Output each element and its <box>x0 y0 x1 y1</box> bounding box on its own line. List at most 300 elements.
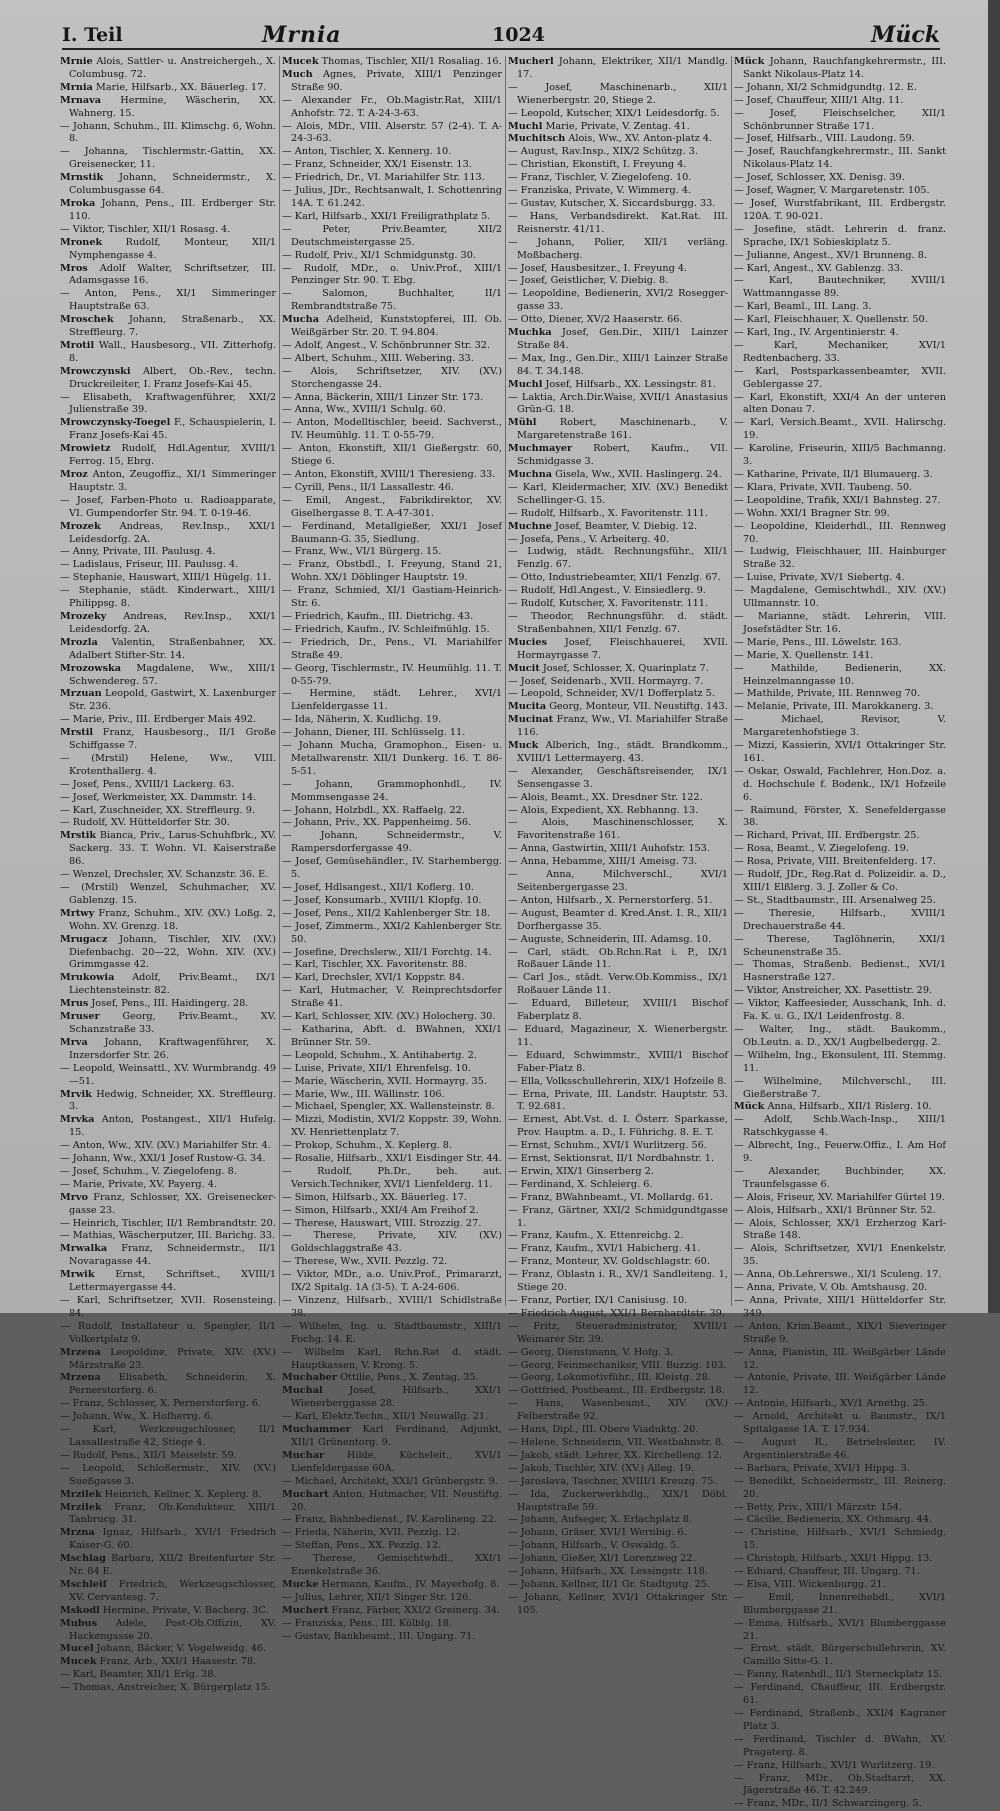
directory-entry: Mrozowska Magdalene, Ww., XIII/1 Schwendereg. 57. <box>60 662 276 687</box>
directory-entry: — Josef, Zimmerm., XXI/2 Kahlenberger Str. 50. <box>282 920 502 945</box>
directory-entry: Mruser Georg, Priv.Beamt., XV. Schanzstraße 33. <box>60 1011 276 1035</box>
directory-entry: Mrzuan Leopold, Gastwirt, X. Laxenburger Str. 236. <box>60 688 276 713</box>
directory-entry: — Rosa, Private, VIII. Breitenfelderg. 17. <box>734 856 936 868</box>
directory-entry: — Johann, XI/2 Schmidgundtg. 12. E. <box>734 81 917 93</box>
directory-entry: — (Mrstil) Helene, Ww., VIII. Krotenthallerg. 4. <box>60 752 276 777</box>
directory-entry: — Luise, Private, XII/1 Ehrenfelsg. 10. <box>282 1062 471 1074</box>
directory-entry: Muchart Anton, Hutmacher, VII. Neustiftg. 20. <box>282 1488 502 1513</box>
directory-entry: — Arnold, Architekt u. Baumstr., IX/1 Spitalgasse 1A. T. 17.934. <box>734 1411 946 1436</box>
directory-entry: — Josef, Hausbesitzer., I. Freyung 4. <box>508 262 688 274</box>
directory-entry: — Johann, Ww., XXI/1 Josef Rustow-G. 34. <box>60 1153 266 1165</box>
directory-entry: — Erwin, XIX/1 Ginserberg 2. <box>508 1165 654 1177</box>
directory-entry: — Johann, Grammophonhdl., IV. Mommsengasse 24. <box>282 778 502 803</box>
directory-entry: — Therese, Private, XIV. (XV.) Goldschlaggstraße 43. <box>282 1230 502 1255</box>
directory-entry: — Oskar, Oswald, Fachlehrer, Hon.Doz. a. d. Hochschule f. Bodenk., IX/1 Hofzeile 6. <box>734 765 946 803</box>
directory-entry: — Leopold, Schloßermstr., XIV. (XV.) Sueßgasse 3. <box>60 1462 276 1487</box>
directory-entry: Mühl Robert, Maschinenarb., V. Margaretenstraße 161. <box>508 417 728 442</box>
directory-entry: — Karl, Postsparkassenbeamter, XVII. Geblergasse 27. <box>734 365 946 390</box>
directory-entry: — Ferdinand, Tischler d. BWahn, XV. Pragaterg. 8. <box>734 1733 946 1758</box>
directory-entry: Muchar Hilde, Kücheleit., XVI/1 Lienfeldergasse 60A. <box>282 1449 502 1474</box>
directory-entry: — Fritz, Steueradministrator, XVIII/1 Weimarer Str. 39. <box>508 1320 728 1345</box>
directory-entry: — Wilhelmine, Milchverschl., III. Gießerstraße 7. <box>734 1075 946 1100</box>
directory-entry: — Ladislaus, Friseur, III. Paulusg. 4. <box>60 559 239 571</box>
directory-entry: Mucek Franz, Arb., XXI/1 Haasestr. 78. <box>60 1656 257 1668</box>
directory-entry: — Josef, Hilfsarb., VIII. Laudong. 59. <box>734 133 915 145</box>
directory-entry: — Ferdinand, Chauffeur, III. Erdbergstr. 61. <box>734 1682 946 1707</box>
directory-entry: — Eduard, Magazineur, X. Wienerbergstr. 11. <box>508 1023 728 1048</box>
directory-entry: — Johann, Kellner, II/1 Gr. Stadtgutg. 25. <box>508 1578 710 1590</box>
directory-entry: — Adolf, Schb.Wach-Insp., XIII/1 Ratschkygasse 4. <box>734 1114 946 1139</box>
directory-entry: — August, Rav.Insp., XIX/2 Schützg. 3. <box>508 146 698 158</box>
directory-entry: — Franz, Schlosser, X. Pernerstorferg. 6. <box>60 1398 262 1410</box>
directory-entry: — Hans, Verbandsdirekt. Kat.Rat. III. Reisnerstr. 41/11. <box>508 210 728 235</box>
directory-entry: — Mizzi, Kassierin, XVI/1 Ottakringer Str. 161. <box>734 740 946 764</box>
directory-entry: — Fanny, Ratenhdl., II/1 Sterneckplatz 15. <box>734 1669 943 1681</box>
directory-entry: — Josefa, Pens., V. Arbeiterg. 40. <box>508 533 670 545</box>
directory-entry: Mronek Rudolf, Monteur, XII/1 Nymphengasse 4. <box>60 236 276 261</box>
directory-entry: — Gustav, Kutscher, X. Siccardsburgg. 33. <box>508 197 716 209</box>
directory-entry: — Johann, Priv., XX. Pappenheimg. 56. <box>282 817 472 829</box>
directory-entry: — Betty, Priv., XIII/1 Märzstr. 154. <box>734 1501 903 1513</box>
directory-entry: — Mathias, Wäscherputzer, III. Barichg. 33. <box>60 1230 276 1242</box>
directory-entry: — Salomon, Buchhalter, II/1 Rembrandtstraße 75. <box>282 288 502 313</box>
directory-entry: — Emma, Hilfsarb., XVI/1 Blumberggasse 21. <box>734 1617 946 1642</box>
directory-entry: Muchka Josef, Gen.Dir., XIII/1 Lainzer Straße 84. <box>508 327 728 351</box>
directory-entry: — Georg, Dienstmann, V. Hofg. 3. <box>508 1346 674 1358</box>
directory-entry: — Benedikt, Schneidermstr., III. Reinerg. 20. <box>734 1475 946 1500</box>
directory-entry: Mucit Josef, Schlosser, X. Quarinplatz 7. <box>508 662 709 674</box>
directory-entry: — Michael, Spengler, XX. Wallensteinstr. 8. <box>282 1101 495 1113</box>
directory-entry: — Therese, Gemischtwhdl., XXI/1 Enenkelstraße 36. <box>282 1553 502 1578</box>
directory-entry: — Josef, Schlosser, XX. Denisg. 39. <box>734 172 905 184</box>
directory-entry: Mrozla Valentin, Straßenbahner, XX. Adalbert Stifter-Str. 14. <box>60 636 276 661</box>
directory-entry: — Ernst, Sektionsrat, II/1 Nordbahnstr. 1. <box>508 1153 715 1165</box>
directory-entry: — Franz, Schneider, XX/1 Eisenstr. 13. <box>282 159 472 171</box>
directory-entry: — Laktia, Arch.Dir.Waise, XVII/1 Anastasius Grün-G. 18. <box>508 391 728 416</box>
directory-entry: — Franz, Gärtner, XXI/2 Schmidgundtgasse 1. <box>508 1204 728 1229</box>
directory-entry: — Karl, Elektr.Techn., XII/1 Neuwallg. 21. <box>282 1411 489 1423</box>
directory-entry: — Jakob, Tischler, XIV. (XV.) Alleg. 19. <box>508 1462 695 1474</box>
directory-entry: Mrugacz Johann, Tischler, XIV. (XV.) Diefenbachg. 20—22, Wohn. XIV. (XV.) Grimmgasse 42. <box>60 933 276 971</box>
directory-entry: — Gustav, Bankbeamt., III. Ungarg. 71. <box>282 1630 476 1642</box>
directory-entry: Mrstil Franz, Hausbesorg., II/1 Große Schiffgasse 7. <box>60 727 276 752</box>
page-header <box>62 20 940 48</box>
directory-entry: — (Mrstil) Wenzel, Schuhmacher, XV. Gablenzg. 15. <box>60 882 276 906</box>
directory-entry: — Cyrill, Pens., II/1 Lassallestr. 46. <box>282 481 455 493</box>
directory-entry: — Alois, Schlosser, XX/1 Erzherzog Karl-Straße 148. <box>734 1217 946 1242</box>
directory-entry: — Stephanie, städt. Kinderwart., XIII/1 Philippsg. 8. <box>60 585 276 610</box>
directory-entry: — Karoline, Friseurin, XIII/5 Bachmanng. 3. <box>734 443 946 468</box>
directory-entry: — Josefine, Drechslerw., XII/1 Forchtg. 14. <box>282 946 492 958</box>
column-divider <box>731 56 732 1306</box>
directory-entry: — Emil, Innenreihebdl., XVI/1 Blumberggasse 21. <box>734 1591 946 1616</box>
directory-entry: — Rudolf, Hilfsarb., X. Favoritenstr. 111. <box>508 507 708 519</box>
directory-entry: — Josef, Wagner, V. Margaretenstr. 105. <box>734 185 930 197</box>
directory-entry: — Franz, Oblastn i. R., XV/1 Sandleiteng. 1, Stiege 20. <box>508 1269 728 1294</box>
directory-entry: — Karl, Zuschneider, XX. Streffleurg. 9. <box>60 804 256 816</box>
directory-entry: Mück Anna, Hilfsarb., XII/1 Rislerg. 10. <box>734 1101 932 1113</box>
directory-entry: Mucinat Franz, Ww., VI. Mariahilfer Straße 116. <box>508 714 728 739</box>
directory-entry: — Franz, MDr., II/1 Schwarzingerg. 5. <box>734 1798 922 1810</box>
directory-entry: Mrtwy Franz, Schuhm., XIV. (XV.) Loßg. 2, Wohn. XV. Grenzg. 18. <box>60 907 276 932</box>
directory-entry: — Jaroslava, Taschner, XVIII/1 Kreuzg. 75. <box>508 1475 717 1487</box>
directory-entry: — Marie, X. Quellenstr. 141. <box>734 649 874 661</box>
directory-entry: — Ella, Volksschullehrerin, XIX/1 Hofzeile 8. <box>508 1075 727 1087</box>
directory-entry: — Mizzi, Modistin, XVI/2 Koppstr. 39, Wohn. XV. Henriettenplatz 7. <box>282 1114 502 1139</box>
directory-entry: Muchammer Karl Ferdinand, Adjunkt, XII/1 Grünentorg. 9. <box>282 1424 502 1448</box>
directory-entry: Mroschek Johann, Straßenarb., XX. Streffleurg. 7. <box>60 314 276 339</box>
directory-entry: — Magdalene, Gemischtwhdl., XIV. (XV.) Ullmannstr. 10. <box>734 585 946 610</box>
directory-entry: — Klara, Private, XVII. Taubeng. 50. <box>734 481 913 493</box>
directory-entry: — Karl, Hilfsarb., XXI/1 Freiligrathplatz 5. <box>282 210 491 222</box>
directory-entry: — Franz, Obstbdl., I. Freyung, Stand 21, Wohn. XX/1 Döblinger Hauptstr. 19. <box>282 559 502 584</box>
directory-entry: — Walter, Ing., städt. Baukomm., Ob.Leutn. a. D., XX/1 Augbelbedergg. 2. <box>734 1023 946 1048</box>
directory-entry: Mrnia Marie, Hilfsarb., XX. Bäuerleg. 17. <box>60 81 267 93</box>
directory-entry: — Elsa, VIII. Wickenburgg. 21. <box>734 1578 886 1590</box>
directory-entry: — Thomas, Straßenb. Bedienst., XVI/1 Hasnerstraße 127. <box>734 959 946 984</box>
directory-entry: — Marianne, städt. Lehrerin, VIII. Josefstädter Str. 16. <box>734 610 946 635</box>
directory-entry: Mrvka Anton, Postangest., XII/1 Hufelg. 15. <box>60 1114 276 1139</box>
directory-entry: — Alois, Beamt., XX. Dresdner Str. 122. <box>508 791 703 803</box>
directory-entry: — Karl, Beamter, XII/1 Erlg. 38. <box>60 1669 217 1681</box>
directory-entry: Mrzilek Franz, Ob.Kondukteur, XIII/1 Tanbrucg. 31. <box>60 1501 276 1526</box>
directory-entry: — Rudolf, Ph.Dr., beh. aut. Versich.Techniker, XVI/1 Lienfelderg. 11. <box>282 1165 502 1190</box>
directory-entry: — Mathilde, Bedienerin, XX. Heinzelmanngasse 10. <box>734 662 946 687</box>
directory-entry: — Alois, Friseur, XV. Mariahilfer Gürtel 19. <box>734 1191 945 1203</box>
directory-entry: — Frieda, Näherin, XVII. Pezzlg. 12. <box>282 1527 461 1539</box>
directory-entry: Mucke Hermann, Kaufm., IV. Mayerhofg. 8. <box>282 1578 500 1590</box>
directory-entry: — Alexander, Buchbinder, XX. Traunfelsgasse 6. <box>734 1165 946 1190</box>
directory-entry: — Therese, Taglöhnerin, XXI/1 Scheunenstraße 35. <box>734 933 946 958</box>
directory-entry: — Josef, Geistlicher, V. Diebig. 8. <box>508 275 669 287</box>
directory-entry: — Georg, Tischlermstr., IV. Heumühlg. 11. T. 0-55-79. <box>282 662 502 687</box>
directory-entry: — Franz, Schmied, XI/1 Gastiam-Heinrich-Str. 6. <box>282 585 502 610</box>
directory-entry: — Johann Mucha, Gramophon., Eisen- u. Metallwarenstr. XII/1 Dunkerg. 16. T. 86-5-51. <box>282 740 502 777</box>
directory-entry: — Anna, Gastwirtin, XIII/1 Auhofstr. 153. <box>508 843 710 855</box>
directory-entry: — Leopold, Schuhm., X. Antihabertg. 2. <box>282 1049 477 1061</box>
directory-entry: Mrzena Elisabeth, Schneiderin, X. Pernerstorferg. 6. <box>60 1372 276 1397</box>
directory-entry: — Alois, Expedient, XX. Rebhanng. 13. <box>508 804 699 816</box>
directory-entry: — Christian, Ekonstift, I. Freyung 4. <box>508 159 687 171</box>
directory-entry: — Marie, Wäscherin, XVII. Hormayrg. 35. <box>282 1075 487 1087</box>
directory-entry: — Leopoldine, Kleiderhdl., III. Rennweg 70. <box>734 520 946 545</box>
directory-entry: — Michael, Revisor, V. Margaretenhofstiege 3. <box>734 714 946 739</box>
directory-entry: — Johann, Gräser, XVI/1 Wernbig. 6. <box>508 1527 687 1539</box>
directory-entry: — Emil, Angest., Fabrikdirektor, XV. Giselhergasse 8. T. A-47-301. <box>282 494 502 519</box>
directory-entry: Mrukowia Adolf, Priv.Beamt., IX/1 Liechtensteinstr. 82. <box>60 972 276 997</box>
directory-entry: Mrzna Ignaz, Hilfsarb., XVI/1 Friedrich Kaiser-G. 60. <box>60 1527 276 1552</box>
directory-entry: — Wilhelm Karl, Rchn.Rat d. städt. Hauptkassen, V. Krong. 5. <box>282 1346 502 1371</box>
directory-entry: — Anton, Ekonstift, XVIII/1 Theresieng. 33. <box>282 469 496 480</box>
directory-entry: — Karl, Schlosser, XIV. (XV.) Holocherg. 30. <box>282 1011 496 1023</box>
directory-entry: — Franz, Tischler, V. Ziegelofeng. 10. <box>508 172 692 184</box>
directory-entry: Mucita Georg, Monteur, VII. Neustiftg. 143. <box>508 701 728 713</box>
directory-entry: Mrus Josef, Pens., III. Haidingerg. 28. <box>60 998 249 1010</box>
directory-entry: Mrowietz Rudolf, Hdl.Agentur, XVIII/1 Ferrog. 15, Ebrg. <box>60 443 276 468</box>
directory-entry: — Rudolf, XV. Hütteldorfer Str. 30. <box>60 817 230 829</box>
directory-entry: — Friedrich, Kaufm., IV. Schleifmühlg. 15. <box>282 623 490 635</box>
directory-entry: — Karl, Angest., XV. Gablenzg. 33. <box>734 262 903 274</box>
directory-entry: — Viktor, MDr., a.o. Univ.Prof., Primararzt, IX/2 Spitalg. 1A (3-5). T. A-24-606. <box>282 1269 502 1294</box>
directory-entry: — Eduard, Chauffeur, III. Ungarg. 71. <box>734 1566 920 1578</box>
directory-entry: Mschlag Barbara, XII/2 Breitenfurter Str. Nr. 84 E. <box>60 1553 276 1578</box>
directory-entry: — Ernst, städt. Bürgerschullehrerin, XV. Camillo Sitte-G. 1. <box>734 1643 946 1668</box>
directory-entry: Mück Johann, Rauchfangkehrermstr., III. Sankt Nikolaus-Platz 14. <box>734 56 946 80</box>
directory-entry: — Ida, Zuckerwerkhdlg., XIX/1 Döbl. Hauptstraße 59. <box>508 1488 728 1513</box>
directory-entry: Muchal Josef, Hilfsarb., XXI/1 Wienerberggasse 28. <box>282 1385 502 1410</box>
directory-entry: — Jakob, städt. Lehrer, XX. Kirchelleng. 12. <box>508 1449 723 1461</box>
directory-entry: Muchne Josef, Beamter, V. Diebig. 12. <box>508 520 698 532</box>
directory-entry: — Barbara, Private, XVI/1 Hippg. 3. <box>734 1462 910 1474</box>
directory-entry: — Anton, Hilfsarb., X. Pernerstorferg. 51. <box>508 894 713 906</box>
directory-entry: — Wohn. XXI/1 Bragner Str. 99. <box>734 507 890 519</box>
directory-entry: — Josef, Fleischselcher, XII/1 Schönbrunner Straße 171. <box>734 107 946 132</box>
directory-entry: — Josef, Konsumarb., XVIII/1 Klopfg. 10. <box>282 894 482 906</box>
directory-entry: Mroka Johann, Pens., III. Erdberger Str. 110. <box>60 197 276 222</box>
column-divider <box>505 56 506 1306</box>
directory-entry: — Michael, Architekt, XXI/1 Grünbergstr. 9. <box>282 1475 498 1487</box>
directory-entry: Mrwalka Franz, Schneidermstr., II/1 Novaragasse 44. <box>60 1243 276 1268</box>
directory-entry: Mrnava Hermine, Wäscherin, XX. Wahnerg. 15. <box>60 94 276 119</box>
directory-entry: Muchl Marie, Private, V. Zentag. 41. <box>508 120 690 132</box>
directory-entry: — Karl, Fleischhauer, X. Quellenstr. 50. <box>734 314 928 326</box>
directory-entry: — Josef, Chauffeur, XIII/1 Altg. 11. <box>734 94 904 106</box>
directory-entry: — Anna, Pianistin, III. Weißgärber Lände 12. <box>734 1346 946 1371</box>
directory-entry: — Wenzel, Drechsler, XV. Schanzstr. 36. E. <box>60 869 269 881</box>
directory-entry: — Viktor, Tischler, XII/1 Rosasg. 4. <box>60 223 231 235</box>
page-edge <box>988 0 1000 1313</box>
column-divider <box>279 56 280 1306</box>
directory-entry: — Hans, Wasenbeamt., XIV. (XV.) Felberstraße 92. <box>508 1398 728 1423</box>
directory-entry: — Melanie, Private, III. Marokkanerg. 3. <box>734 701 934 713</box>
directory-entry: — Antonie, Hilfsarb., XV/1 Arnethg. 25. <box>734 1398 928 1410</box>
column-4 <box>734 56 946 1810</box>
directory-entry: — Adolf, Angest., V. Schönbrunner Str. 32. <box>282 339 491 351</box>
directory-entry: — Johann, Hilfsarb., V. Oswaldg. 5. <box>508 1540 680 1552</box>
directory-entry: Muchl Josef, Hilfsarb., XX. Lessingstr. 81. <box>508 378 716 390</box>
directory-entry: Mrva Johann, Kraftwagenführer, X. Inzersdorfer Str. 26. <box>60 1036 276 1061</box>
directory-entry: — Cäcilie, Bedienerin, XX. Othmarg. 44. <box>734 1514 932 1526</box>
directory-entry: — Alois, Schriftsetzer, XVI/1 Enenkelstr. 35. <box>734 1243 946 1268</box>
directory-entry: — Katharina, Abft. d. BWahnen, XXI/1 Brünner Str. 59. <box>282 1023 502 1048</box>
directory-entry: Mskodl Hermine, Private, V. Bacherg. 3C. <box>60 1604 269 1616</box>
directory-entry: — Marie, Priv., III. Erdberger Mais 492. <box>60 714 257 726</box>
directory-entry: — Raimund, Förster, X. Senefeldergasse 38. <box>734 804 946 829</box>
directory-entry: — Theodor, Rechnungsführ. d. städt. Straßenbahnen, XII/1 Fenzlg. 67. <box>508 610 728 635</box>
directory-entry: — Anton, Modelltischler, beeid. Sachverst., IV. Heumühlg. 11. T. 0-55-79. <box>282 417 502 442</box>
directory-entry: — Josef, Werkmeister, XX. Dammstr. 14. <box>60 791 257 803</box>
directory-entry: — Carl, städt. Ob.Rchn.Rat i. P., IX/1 Roßauer Lände 11. <box>508 946 728 971</box>
directory-entry: — Alexander, Geschäftsreisender, IX/1 Sensengasse 3. <box>508 765 728 790</box>
directory-entry: Mrowczynsky-Toegel F., Schauspielerin, I. Franz Josefs-Kai 45. <box>60 417 276 442</box>
directory-entry: — Anton, Ekonstift, XII/1 Gießergstr. 60, Stiege 6. <box>282 443 502 468</box>
directory-entry: Muchmayer Robert, Kaufm., VII. Schmidgasse 3. <box>508 443 728 468</box>
directory-entry: Muchna Gisela, Ww., XVII. Haslingerg. 24. <box>508 469 722 480</box>
directory-entry: — Franz, MDr., Ob.Stadtarzt, XX. Jägerstraße 46. T. 42.249. <box>734 1772 946 1797</box>
directory-entry: — Alexander Fr., Ob.Magistr.Rat, XIII/1 Anhofstr. 72. T. A-24-3-63. <box>282 94 502 119</box>
directory-entry: — St., Stadtbaumstr., III. Arsenalweg 25. <box>734 894 936 906</box>
directory-entry: — Josef, Rauchfangkehrermstr., III. Sankt Nikolaus-Platz 14. <box>734 146 946 171</box>
column-2 <box>282 56 502 1642</box>
directory-entry: — Josef, Wurstfabrikant, III. Erdbergstr. 120A. T. 90-021. <box>734 197 946 222</box>
directory-entry: — Karl, Mechaniker, XVI/1 Redtenbacherg. 33. <box>734 339 946 364</box>
directory-entry: — Ernest, Abt.Vst. d. I. Österr. Sparkasse, Prov. Hauptm. a. D., I. Führichg. 8. E. T. <box>508 1114 728 1139</box>
directory-entry: — Josef, Schuhm., V. Ziegelofeng. 8. <box>60 1165 237 1177</box>
directory-entry: — Josef, Pens., XVIII/1 Lackerg. 63. <box>60 778 235 790</box>
directory-entry: Mrnie Alois, Sattler- u. Anstreichergeh., X. Columbusg. 72. <box>60 56 276 80</box>
directory-entry: — Josef, Maschinenarb., XII/1 Wienerbergstr. 20, Stiege 2. <box>508 81 728 106</box>
directory-entry: — Elisabeth, Kraftwagenführer, XXI/2 Julienstraße 39. <box>60 391 276 416</box>
directory-entry: — Franz, BWahnbeamt., VI. Mollardg. 61. <box>508 1191 714 1203</box>
directory-entry: — Therese, Ww., XVII. Pezzlg. 72. <box>282 1256 448 1268</box>
directory-entry: — Alois, Hilfsarb., XXI/1 Brünner Str. 52. <box>734 1204 936 1216</box>
directory-entry: — Karl, Tischler, XX. Favoritenstr. 88. <box>282 959 468 971</box>
directory-entry: Mrvo Franz, Schlosser, XX. Greisenecker-gasse 23. <box>60 1191 276 1216</box>
directory-entry: — Franz, Ww., VI/1 Bürgerg. 15. <box>282 546 442 558</box>
directory-entry: — Theresie, Hilfsarb., XVIII/1 Drechauerstraße 44. <box>734 907 946 932</box>
directory-entry: — Antonie, Private, III. Weißgärber Lände 12. <box>734 1372 946 1397</box>
directory-entry: — Rudolf, Installateur u. Spengler, II/1 Volkertplatz 9. <box>60 1320 276 1345</box>
directory-entry: — Anna, Ww., XVIII/1 Schulg. 60. <box>282 404 446 416</box>
directory-entry: — Josef, Farben-Photo u. Radioapparate, VI. Gumpendorfer Str. 94. T. 0-19-46. <box>60 494 276 519</box>
directory-entry: — Friedrich August, XXI/1 Bernhardtstr. 39. <box>508 1307 725 1319</box>
directory-entry: Mrozek Andreas, Rev.Insp., XXI/1 Leidesdorfg. 2A. <box>60 520 276 545</box>
directory-entry: — Leopoldine, Trafik, XXI/1 Bahnsteg. 27. <box>734 494 941 506</box>
directory-entry: — Johann, Gießer, XI/1 Lorenzweg 22. <box>508 1553 696 1565</box>
directory-entry: — Viktor, Kaffeesieder, Ausschank, Inh. d. Fa. K. u. G., IX/1 Leidenfrostg. 8. <box>734 998 946 1023</box>
directory-entry: Mrzilek Heinrich, Kellner, X. Keplerg. 8. <box>60 1488 262 1500</box>
directory-entry: — Rudolf, Hdl.Angest., V. Einsiedlerg. 9. <box>508 585 706 597</box>
directory-entry: — Ferdinand, Metallgießer, XXI/1 Josef Baumann-G. 35, Siedlung. <box>282 520 502 545</box>
directory-entry: — Auguste, Schneiderin, III. Adamsg. 10. <box>508 933 712 945</box>
directory-entry: Mucha Adelheid, Kunststopferei, III. Ob. Weißgärber Str. 20. T. 94.804. <box>282 314 502 339</box>
page-number: 1024 <box>492 24 545 46</box>
directory-entry: — Leopold, Schneider, XV/1 Dofferplatz 5. <box>508 688 715 700</box>
directory-entry: Muchert Franz, Färber, XXI/2 Greinerg. 34. <box>282 1604 500 1616</box>
directory-entry: — Richard, Privat, III. Erdbergstr. 25. <box>734 830 920 842</box>
directory-entry: — Johann, Diener, III. Schlüsselg. 11. <box>282 727 466 739</box>
directory-entry: — Karl, Hutmacher, V. Reinprechtsdorfer Straße 41. <box>282 985 502 1010</box>
directory-entry: Mros Adolf Walter, Schriftsetzer, III. Adamsgasse 16. <box>60 262 276 287</box>
directory-entry: Muchaber Ottilie, Pens., X. Zentag. 35. <box>282 1372 479 1384</box>
directory-entry: — Otto, Industriebeamter, XII/1 Fenzlg. 67. <box>508 572 721 584</box>
directory-entry: — Franz, Kaufm., X. Ettenreichg. 2. <box>508 1230 684 1242</box>
directory-entry: — Christine, Hilfsarb., XVI/1 Schmiedg. 15. <box>734 1527 946 1552</box>
directory-entry: Mschleif Friedrich, Werkzeugschlosser, XV. Cervantesg. 7. <box>60 1578 276 1603</box>
directory-entry: — Anna, Milchverschl., XVI/1 Seitenbergergasse 23. <box>508 869 728 893</box>
directory-entry: Mrnstik Johann, Schneidermstr., X. Columbusgasse 64. <box>60 172 276 197</box>
directory-entry: — Steffan, Pens., XX. Pezzlg. 12. <box>282 1540 442 1552</box>
directory-entry: — Gottfried, Postbeamt., III. Erdbergstr. 18. <box>508 1385 725 1397</box>
directory-entry: — Rosalie, Hilfsarb., XXI/1 Eisdinger Str. 44. <box>282 1153 502 1165</box>
directory-entry: — Leopold, Kutscher, XIX/1 Leidesdorfg. 5. <box>508 107 720 119</box>
directory-entry: — Julius, Lehrer, XII/1 Singer Str. 126. <box>282 1591 472 1603</box>
directory-entry: — Erna, Private, III. Landstr. Hauptstr. 53. T. 92.681. <box>508 1088 728 1113</box>
directory-entry: — Rudolf, Kutscher, X. Favoritenstr. 111. <box>508 598 709 610</box>
directory-entry: — Ludwig, Fleischhauer, III. Hainburger Straße 32. <box>734 546 946 571</box>
directory-entry: — Thomas, Anstreicher, X. Bürgerplatz 15. <box>60 1682 271 1694</box>
directory-entry: — Friedrich, Dr., VI. Mariahilfer Str. 113. <box>282 172 485 184</box>
directory-entry: — Karl, Ing., IV. Argentinierstr. 4. <box>734 327 899 339</box>
directory-entry: — Johann, Schuhm., III. Klimschg. 6, Wohn. 8. <box>60 120 276 145</box>
directory-entry: — Simon, Hilfsarb., XX. Bäuerleg. 17. <box>282 1191 468 1203</box>
directory-entry: — Leopoldine, Bedienerin, XVI/2 Rosegger-gasse 33. <box>508 288 728 313</box>
directory-entry: — Franz, Hilfsarb., XVI/1 Wurlitzerg. 19. <box>734 1759 935 1771</box>
directory-entry: — Leopold, Weinsattl., XV. Wurmbrandg. 49—51. <box>60 1062 276 1087</box>
directory-entry: — Josef, Pens., XII/2 Kahlenberger Str. 18. <box>282 907 491 919</box>
directory-entry: — Alois, Schriftsetzer, XIV. (XV.) Storchengasse 24. <box>282 365 502 390</box>
directory-entry: — Wilhelm, Ing., Ekonsulent, III. Stemmg. 11. <box>734 1049 946 1074</box>
directory-entry: — Franz, Bahnbedienst., IV. Karolineng. 22. <box>282 1514 498 1526</box>
directory-entry: — Albrecht, Ing., Feuerw.Offiz., I. Am Hof 9. <box>734 1140 946 1165</box>
directory-entry: — Anton, Krim.Beamt., XIX/1 Sieveringer Straße 9. <box>734 1320 946 1345</box>
directory-entry: — Max, Ing., Gen.Dir., XIII/1 Lainzer Straße 84. T. 34.148. <box>508 352 728 377</box>
directory-entry: — Karl, Beaml., III. Lang. 3. <box>734 301 872 313</box>
directory-entry: — Heinrich, Tischler, II/1 Rembrandtstr. 20. <box>60 1217 276 1229</box>
directory-entry: — Otto, Diener, XV/2 Haaserstr. 66. <box>508 314 683 326</box>
directory-entry: — Johann, Aufseger, X. Erlachplatz 8. <box>508 1514 693 1526</box>
directory-entry: — Prokop, Schuhm., X. Keplerg. 8. <box>282 1140 453 1152</box>
directory-entry: Mrowczynski Albert, Ob.-Rev., techn. Druckreileiter, I. Franz Josefs-Kai 45. <box>60 365 276 390</box>
directory-entry: — Anna, Private, V. Ob. Amtshausg. 20. <box>734 1282 928 1294</box>
directory-entry: — Luise, Private, XV/1 Siebertg. 4. <box>734 572 905 584</box>
directory-entry: — Carl Jos., städt. Verw.Ob.Kommiss., IX/1 Roßauer Lände 11. <box>508 972 728 997</box>
directory-entry: — Marie, Ww., III. Wällinstr. 106. <box>282 1088 445 1100</box>
directory-entry: — Franziska, Private, V. Wimmerg. 4. <box>508 185 692 197</box>
directory-entry: — Franz, Kaufm., XVI/1 Habicherg. 41. <box>508 1243 701 1255</box>
header-rule <box>62 48 940 50</box>
directory-entry: — Ernst, Schuhm., XVI/1 Wurlitzerg. 56. <box>508 1140 707 1152</box>
directory-entry: — Josef, Seidenarb., XVII. Hormayrg. 7. <box>508 675 704 687</box>
directory-entry: — Karl, Schriftsetzer, XVII. Rosensteing. 84. <box>60 1295 276 1319</box>
directory-entry: — Julius, JDr., Rechtsanwalt, I. Schottenring 14A. T. 61.242. <box>282 185 502 209</box>
directory-entry: Mrstik Bianca, Priv., Larus-Schuhfbrk., XV. Sackerg. 33. T. Wohn. VI. Kaiserstraße 86. <box>60 830 276 868</box>
directory-entry: — Karl, Bautechniker, XVIII/1 Wattmanngasse 89. <box>734 275 946 300</box>
directory-entry: — Marie, Private, XV. Payerg. 4. <box>60 1178 218 1190</box>
directory-entry: — Vinzenz, Hilfsarb., XVIII/1 Schidlstraße 38. <box>282 1295 502 1319</box>
directory-entry: Mucek Thomas, Tischler, XII/1 Rosaliag. 16. <box>282 56 502 67</box>
directory-entry: — Ida, Näherin, X. Kudlichg. 19. <box>282 714 442 726</box>
directory-entry: Muck Alberich, Ing., städt. Brandkomm., XVIII/1 Lettermayerg. 43. <box>508 740 728 764</box>
column-3 <box>508 56 728 1616</box>
directory-entry: — Rudolf, MDr., o. Univ.Prof., XIII/1 Penzinger Str. 90. T. Ebg. <box>282 262 502 287</box>
directory-entry: — Alois, MDr., VIII. Alserstr. 57 (2-4). T. A-24-3-63. <box>282 120 502 145</box>
directory-entry: — Ferdinand, X. Schleierg. 6. <box>508 1178 653 1190</box>
directory-entry: — Rudolf, JDr., Reg.Rat d. Polizeidir. a. D., XIII/1 Elßlerg. 3. J. Zoller & Co. <box>734 869 946 893</box>
directory-entry: — August R., Betriebsleiter, IV. Argentinierstraße 46. <box>734 1436 946 1461</box>
directory-entry: Mucherl Johann, Elektriker, XII/1 Mandlg. 17. <box>508 56 728 80</box>
directory-entry: Muchitsch Alois, Ww., XV. Anton-platz 4. <box>508 133 713 145</box>
directory-entry: — Anna, Hebamme, XIII/1 Ameisg. 73. <box>508 856 698 868</box>
directory-entry: — Johann, Schneidermstr., V. Rampersdorfergasse 49. <box>282 830 502 855</box>
directory-entry: — Anna, Bäckerin, XIII/1 Linzer Str. 173. <box>282 391 484 403</box>
directory-entry: Mrvik Hedwig, Schneider, XX. Streffleurg. 3. <box>60 1088 276 1113</box>
directory-entry: — Josef, Hdlsangest., XII/1 Koflerg. 10. <box>282 882 474 893</box>
directory-entry: — Karl, Kleidermacher, XIV. (XV.) Benedikt Schellinger-G. 15. <box>508 481 728 506</box>
directory-entry: — Anny, Private, III. Paulusg. 4. <box>60 546 216 558</box>
directory-entry: Mubus Adele, Post-Ob.Offizin, XV. Hackengasse 20. <box>60 1617 276 1642</box>
directory-entry: — Anton, Pens., XI/1 Simmeringer Hauptstraße 63. <box>60 288 276 313</box>
running-head-left: Mrnia <box>262 22 342 48</box>
directory-entry: — Helene, Schneiderin, VII. Westbahnstr. 8. <box>508 1436 725 1448</box>
directory-entry: — Eduard, Billeteur, XVIII/1 Bischof Faberplatz 8. <box>508 998 728 1023</box>
directory-entry: — Franz, Portier, IX/1 Canisiusg. 10. <box>508 1295 688 1306</box>
directory-entry: — Wilhelm, Ing. u. Stadtbaumstr., XIII/1 Fochg. 14. E. <box>282 1320 502 1345</box>
column-1 <box>60 56 276 1694</box>
directory-entry: — Karl, Drechsler, XVI/1 Koppstr. 84. <box>282 972 465 984</box>
directory-entry: — Friedrich, Dr., Pens., VI. Mariahilfer Straße 49. <box>282 636 502 661</box>
directory-entry: — Stephanie, Hauswart, XIII/1 Hügelg. 11. <box>60 572 272 584</box>
